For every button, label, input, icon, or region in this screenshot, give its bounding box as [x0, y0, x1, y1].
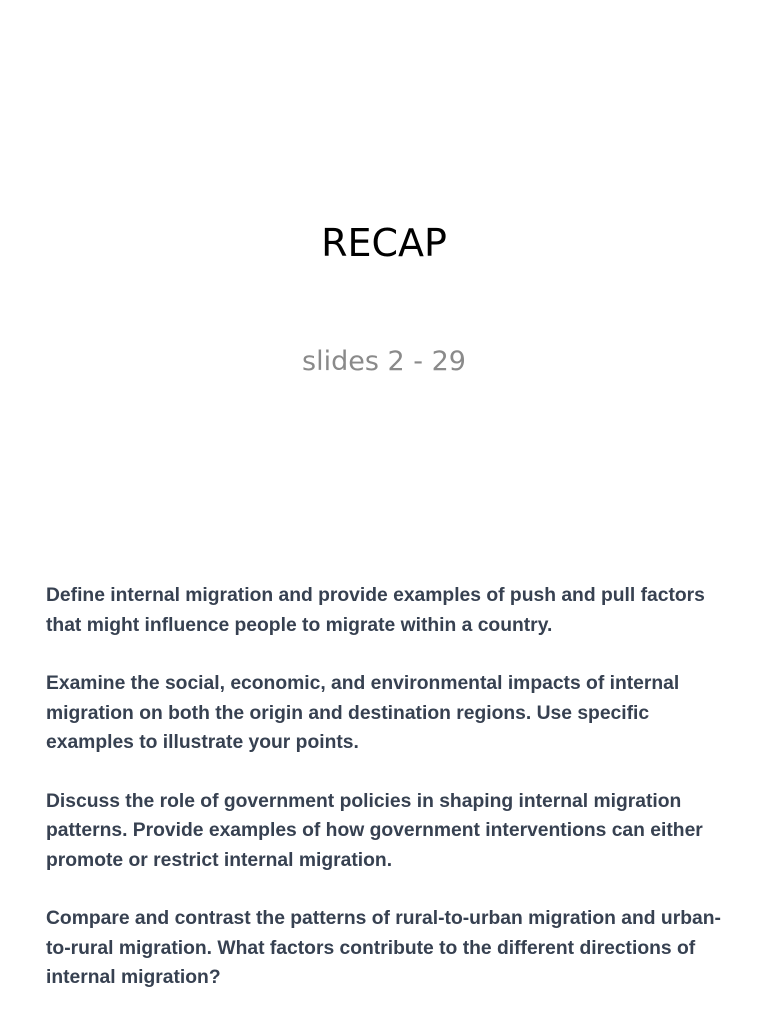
slide-title: RECAP — [321, 221, 447, 265]
question-item: Discuss the role of government policies in shaping internal migration patterns. Provide examples of how government interventions can either promote or restrict internal migration. — [46, 790, 703, 871]
slide-subtitle: slides 2 - 29 — [302, 346, 466, 377]
question-item: Compare and contrast the patterns of rural-to-urban migration and urban-to-rural migration. What factors contribute to the different directions of internal migration? — [46, 908, 721, 988]
question-list — [46, 581, 736, 1022]
question-item: Define internal migration and provide examples of push and pull factors that might influence people to migrate within a country. — [46, 585, 705, 636]
question-item: Examine the social, economic, and environmental impacts of internal migration on both the origin and destination regions. Use specific examples to illustrate your points. — [46, 673, 680, 753]
